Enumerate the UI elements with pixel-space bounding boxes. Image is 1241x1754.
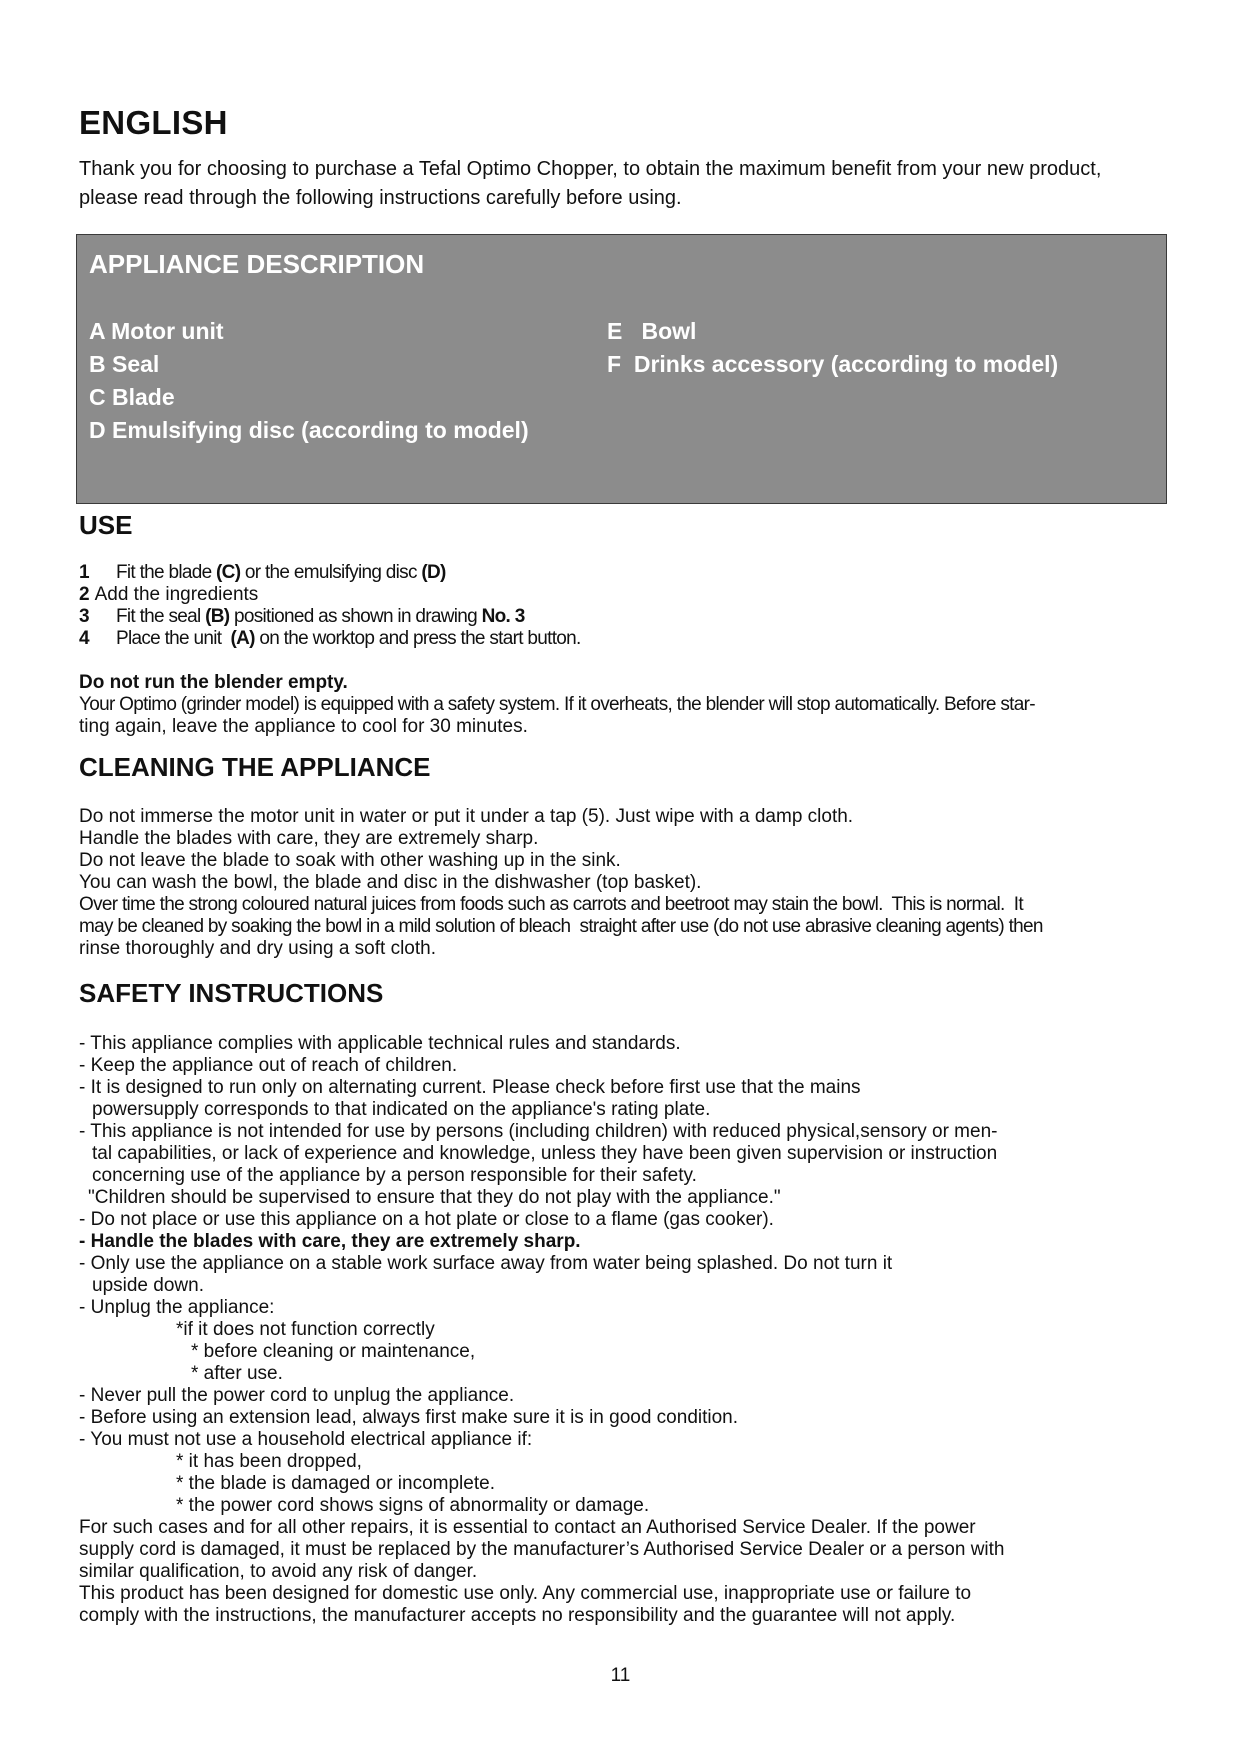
cleaning-title: CLEANING THE APPLIANCE [79, 752, 431, 782]
step-text: Place the unit (A) on the worktop and press the start button. [116, 628, 581, 649]
warning-text-line: Your Optimo (grinder model) is equipped with a safety system. If it overheats, the blender will stop automatically. Before star- [79, 694, 1035, 715]
safety-subitem: * the blade is damaged or incomplete. [176, 1473, 495, 1494]
safety-line: - It is designed to run only on alternating current. Please check before first use that the mains [79, 1077, 861, 1098]
use-title: USE [79, 510, 133, 540]
safety-line: - This appliance is not intended for use by persons (including children) with reduced physical,sensory or men- [79, 1121, 998, 1142]
part-a: A Motor unit [89, 318, 224, 344]
safety-line: - Never pull the power cord to unplug the appliance. [79, 1385, 515, 1406]
cleaning-line: may be cleaned by soaking the bowl in a mild solution of bleach straight after use (do not use abrasive cleaning agents) then [79, 916, 1043, 937]
safety-subitem: * the power cord shows signs of abnormality or damage. [176, 1495, 650, 1516]
step-number: 4 [79, 628, 90, 649]
appliance-description-box [76, 234, 1167, 504]
overheat-warning [79, 672, 1159, 738]
warning-title: Do not run the blender empty. [79, 672, 348, 693]
safety-line: - This appliance complies with applicable technical rules and standards. [79, 1033, 681, 1054]
safety-line: - Keep the appliance out of reach of children. [79, 1055, 458, 1076]
cleaning-line: Do not leave the blade to soak with other washing up in the sink. [79, 850, 621, 871]
safety-title: SAFETY INSTRUCTIONS [79, 978, 384, 1008]
step-4 [79, 628, 581, 650]
safety-line: powersupply corresponds to that indicated on the appliance's rating plate. [92, 1099, 711, 1120]
warning-text-line: ting again, leave the appliance to cool for 30 minutes. [79, 716, 528, 737]
safety-line: "Children should be supervised to ensure that they do not play with the appliance." [88, 1187, 781, 1208]
part-c: C Blade [89, 384, 175, 410]
safety-instructions [79, 1033, 1169, 1627]
step-text: Fit the seal (B) positioned as shown in drawing No. 3 [116, 606, 525, 627]
safety-line: - Only use the appliance on a stable work surface away from water being splashed. Do not turn it [79, 1253, 893, 1274]
part-d: D Emulsifying disc (according to model) [89, 417, 529, 443]
safety-line: - You must not use a household electrical appliance if: [79, 1429, 533, 1450]
safety-line: For such cases and for all other repairs, it is essential to contact an Authorised Service Dealer. If the power [79, 1517, 976, 1538]
appliance-description-title: APPLIANCE DESCRIPTION [89, 249, 425, 279]
step-1 [79, 562, 581, 584]
parts-list-right [607, 315, 1058, 381]
step-number: 3 [79, 606, 90, 627]
step-2 [79, 584, 581, 606]
cleaning-line: You can wash the bowl, the blade and disc in the dishwasher (top basket). [79, 872, 702, 893]
safety-line: upside down. [92, 1275, 204, 1296]
safety-line: - Do not place or use this appliance on a hot plate or close to a flame (gas cooker). [79, 1209, 774, 1230]
cleaning-line: Handle the blades with care, they are extremely sharp. [79, 828, 539, 849]
step-3 [79, 606, 581, 628]
cleaning-line: rinse thoroughly and dry using a soft cloth. [79, 938, 436, 959]
step-text: Add the ingredients [94, 584, 259, 605]
step-number: 2 [79, 584, 90, 605]
step-text: Fit the blade (C) or the emulsifying disc (D) [116, 562, 446, 583]
safety-subitem: *if it does not function correctly [176, 1319, 435, 1340]
safety-line: comply with the instructions, the manufacturer accepts no responsibility and the guarantee will not apply. [79, 1605, 956, 1626]
use-steps [79, 562, 581, 650]
step-number: 1 [79, 562, 90, 583]
safety-line: - Before using an extension lead, always first make sure it is in good condition. [79, 1407, 739, 1428]
part-e: E Bowl [607, 318, 697, 344]
safety-line: supply cord is damaged, it must be replaced by the manufacturer’s Authorised Service Dealer or a person with [79, 1539, 1005, 1560]
page-number: 11 [610, 1665, 631, 1686]
part-f: F Drinks accessory (according to model) [607, 351, 1059, 377]
safety-subitem: * after use. [191, 1363, 283, 1384]
parts-list-left [89, 315, 529, 447]
cleaning-line: Do not immerse the motor unit in water or put it under a tap (5). Just wipe with a damp cloth. [79, 806, 854, 827]
page-title: ENGLISH [79, 104, 228, 141]
safety-subitem: * before cleaning or maintenance, [191, 1341, 476, 1362]
safety-line: tal capabilities, or lack of experience and knowledge, unless they have been given supervision or instruction [92, 1143, 998, 1164]
part-b: B Seal [89, 351, 160, 377]
safety-line: similar qualification, to avoid any risk of danger. [79, 1561, 478, 1582]
safety-subitem: * it has been dropped, [176, 1451, 362, 1472]
intro-paragraph: Thank you for choosing to purchase a Tefal Optimo Chopper, to obtain the maximum benefit from your new product, please read through the following instructions carefully before using. [79, 158, 1102, 209]
safety-line: - Unplug the appliance: [79, 1297, 275, 1318]
cleaning-line: Over time the strong coloured natural juices from foods such as carrots and beetroot may stain the bowl. This is normal. It [79, 894, 1023, 915]
safety-line: This product has been designed for domestic use only. Any commercial use, inappropriate use or failure to [79, 1583, 972, 1604]
safety-line: concerning use of the appliance by a person responsible for their safety. [92, 1165, 697, 1186]
safety-line: - Handle the blades with care, they are extremely sharp. [79, 1231, 581, 1252]
cleaning-text [79, 806, 1159, 960]
